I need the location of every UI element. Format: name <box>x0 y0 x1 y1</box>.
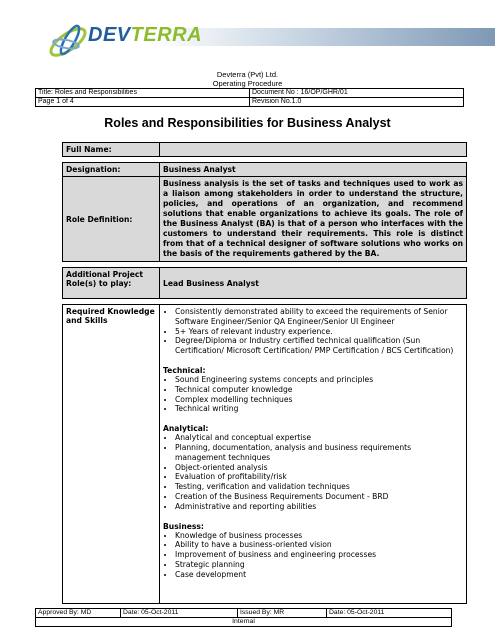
designation-value: Business Analyst <box>160 163 467 177</box>
list-item: • 5+ Years of relevant industry experience. <box>175 327 463 337</box>
technical-skills-list <box>163 375 463 414</box>
approved-date: Date: 05-Oct-2011 <box>121 609 238 618</box>
list-item: • Improvement of business and engineering processes <box>175 550 463 560</box>
technical-heading: Technical: <box>163 365 206 375</box>
general-skills-list <box>163 307 463 356</box>
classification: Internal <box>36 618 452 627</box>
analytical-skills-list <box>163 433 463 511</box>
header-table <box>35 88 464 107</box>
list-item: • Technical computer knowledge <box>175 385 463 395</box>
list-item: • Creation of the Business Requirements Document - BRD <box>175 492 463 502</box>
full-name-value <box>160 143 467 157</box>
list-item: • Analytical and conceptual expertise <box>175 433 463 443</box>
list-item: • Evaluation of profitability/risk <box>175 472 463 482</box>
list-item: • Consistently demonstrated ability to exceed the requirements of Senior Software Engineer/Senior QA Engineer/Senior UI Engineer <box>175 307 463 327</box>
table-row <box>63 177 467 262</box>
approved-by: Approved By: MD <box>36 609 121 618</box>
business-skills-list <box>163 531 463 580</box>
list-item: • Sound Engineering systems concepts and principles <box>175 375 463 385</box>
role-definition-label: Role Definition: <box>63 177 160 262</box>
list-item: • Planning, documentation, analysis and business requirements management techniques <box>175 443 463 463</box>
list-item: • Technical writing <box>175 404 463 414</box>
roles-table <box>62 142 467 604</box>
company-name: Devterra (Pvt) Ltd. <box>216 70 279 79</box>
doc-title-cell: Title: Roles and Responsibilities <box>36 89 250 98</box>
list-item: • Case development <box>175 570 463 580</box>
full-name-label: Full Name: <box>63 143 160 157</box>
additional-role-label: Additional Project Role(s) to play: <box>63 268 160 299</box>
table-row <box>63 268 467 299</box>
list-item: • Object-oriented analysis <box>175 463 463 473</box>
page-cell: Page 1 of 4 <box>36 98 250 107</box>
list-item: • Administrative and reporting abilities <box>175 502 463 512</box>
issued-date: Date: 05-Oct-2011 <box>327 609 452 618</box>
list-item: • Complex modelling techniques <box>175 395 463 405</box>
business-heading: Business: <box>163 521 204 531</box>
list-item: • Knowledge of business processes <box>175 531 463 541</box>
analytical-heading: Analytical: <box>163 424 209 434</box>
page-title: Roles and Responsibilities for Business Analyst <box>104 116 391 130</box>
company-subtitle: Operating Procedure <box>212 79 283 88</box>
role-definition-value: Business analysis is the set of tasks and techniques used to work as a liaison among stakeholders in order to understand the structure, policies, and operations of an organization, and recommend solutions that enable organizations to achieve its goals. The role of the Business Analyst (BA) is that of a person who interfaces with the customers to understand their requirements. This role is distinct from that of a technical designer of software solutions who works on the basis of the requirements gathered by the BA. <box>160 177 467 262</box>
footer-table <box>35 608 452 627</box>
additional-role-value: Lead Business Analyst <box>160 268 467 299</box>
table-row <box>63 305 467 604</box>
table-row <box>63 143 467 157</box>
list-item: • Ability to have a business-oriented vision <box>175 540 463 550</box>
issued-by: Issued By: MR <box>238 609 327 618</box>
table-row <box>63 163 467 177</box>
skills-label: Required Knowledge and Skills <box>63 305 160 604</box>
designation-label: Designation: <box>63 163 160 177</box>
list-item: • Testing, verification and validation techniques <box>175 482 463 492</box>
doc-number-cell: Document No : 16/OP/GHR/01 <box>250 89 464 98</box>
list-item: • Degree/Diploma or Industry certified technical qualification (Sun Certification/ Microsoft Certification/ PMP Certification / BCS Certification) <box>175 336 463 356</box>
revision-cell: Revision No.1.0 <box>250 98 464 107</box>
brand-logo: DEVTERRA <box>88 24 203 46</box>
skills-cell <box>160 305 467 604</box>
list-item: • Strategic planning <box>175 560 463 570</box>
